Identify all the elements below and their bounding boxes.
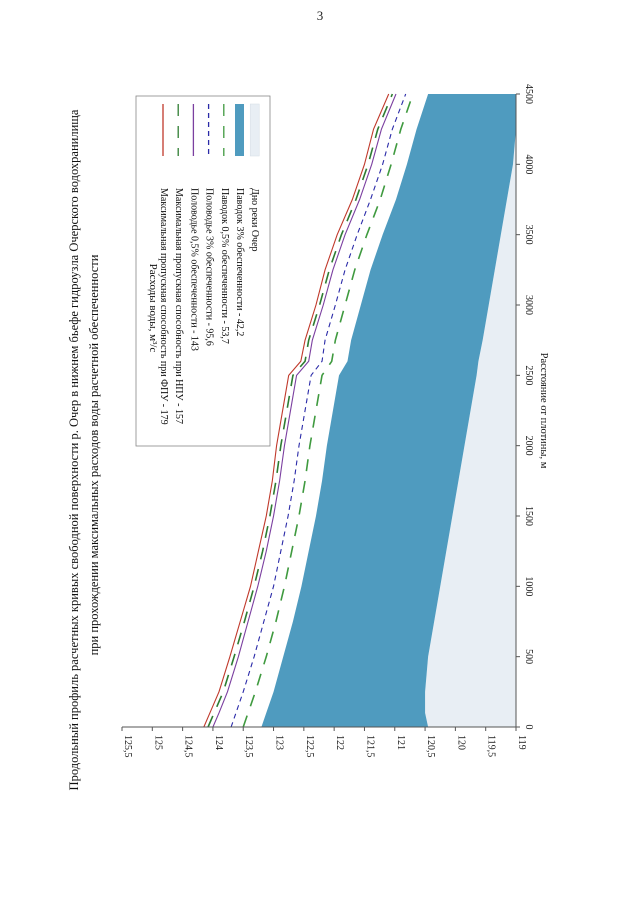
distance-tick-label: 0 — [523, 724, 534, 730]
legend-label-1: Максимальная пропускная способность при ФПУ - 179 — [158, 188, 169, 425]
distance-tick-label: 2500 — [523, 365, 534, 386]
elevation-tick-label: 123 — [273, 735, 285, 750]
elevation-tick-label: 122,5 — [303, 735, 315, 758]
elevation-tick-label: 123,5 — [243, 735, 255, 758]
chart-subtitle: при прохождении максимальных расходов воды расчетной обеспеченности — [87, 254, 101, 656]
distance-tick-label: 1500 — [523, 506, 534, 526]
distance-tick-label: 3000 — [523, 295, 534, 315]
elevation-tick-label: 120,5 — [425, 735, 437, 758]
legend-label-3: Половодье 0,5% обеспеченности - 143 — [188, 188, 200, 351]
legend — [136, 96, 270, 446]
elevation-tick-label: 124,5 — [182, 735, 194, 758]
legend-label-2: Максимальная пропускная способность при НПУ - 157 — [173, 188, 185, 424]
page-number: 3 — [316, 8, 324, 23]
elevation-tick-label: 122 — [334, 735, 346, 750]
distance-tick-label: 4500 — [523, 84, 534, 104]
legend-label-7: Дно реки Очер — [249, 188, 261, 252]
legend-label-6: Паводок 3% обеспеченности - 42,2 — [234, 188, 245, 337]
elevation-tick-label: 121 — [394, 735, 406, 750]
distance-tick-label: 3500 — [523, 224, 534, 245]
chart-titles — [67, 109, 101, 790]
chart-title: Продольный профиль расчетных кривых свободной поверхности р. Очер в нижнем бьефе гидроузла Очерского водохранилища — [67, 109, 81, 791]
elevation-tick-label: 121,5 — [364, 735, 376, 758]
elevation-tick-label: 125,5 — [122, 735, 133, 758]
elevation-tick-label: 119 — [516, 735, 527, 750]
legend-swatch-6 — [235, 104, 244, 156]
legend-swatch-7 — [250, 104, 259, 156]
distance-axis-title: Расстояние от плотины, м — [538, 352, 549, 469]
elevation-tick-label: 125 — [152, 735, 164, 750]
legend-label-4: Половодье 3% обеспеченности - 95,6 — [203, 188, 215, 346]
elevation-tick-label: 120 — [455, 735, 467, 750]
distance-tick-label: 1000 — [523, 576, 534, 597]
distance-tick-label: 4000 — [523, 154, 534, 175]
legend-label-5: Паводок 0,5% обеспеченности - 53,7 — [218, 188, 230, 344]
elevation-tick-label: 124 — [212, 735, 224, 750]
elevation-tick-label: 119,5 — [485, 735, 497, 758]
distance-tick-label: 2000 — [523, 435, 534, 456]
legend-title: Расходы воды, м³/с — [147, 263, 159, 353]
distance-tick-label: 500 — [523, 649, 534, 665]
